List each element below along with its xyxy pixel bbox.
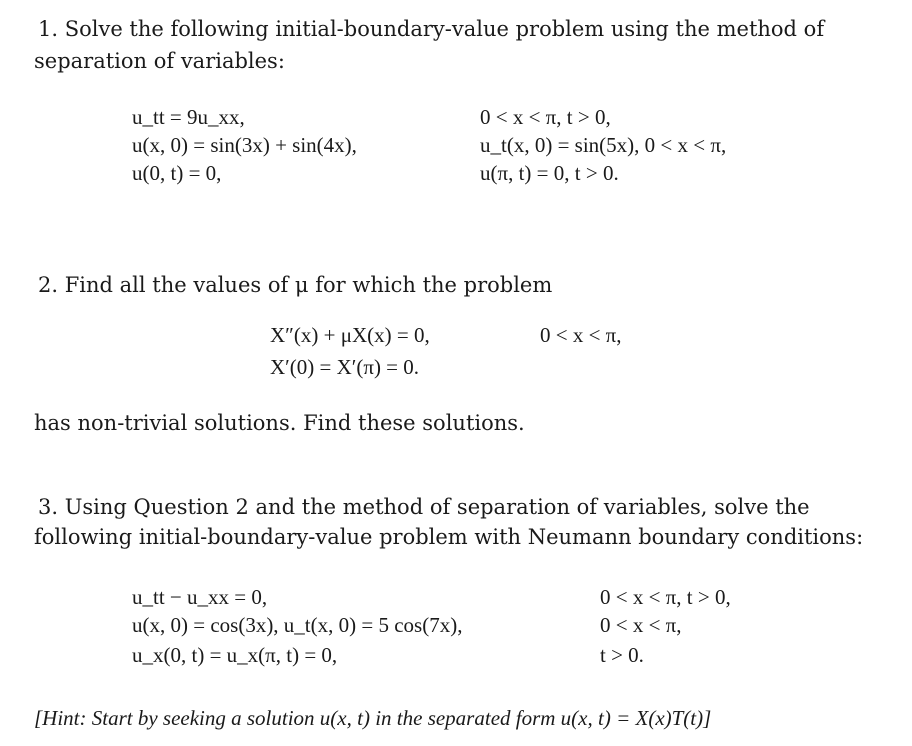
q1-line-2: separation of variables: xyxy=(34,49,285,73)
q1-equation-right-1: 0 < x < π, t > 0, xyxy=(480,105,611,129)
q1-equation-left-2: u(x, 0) = sin(3x) + sin(4x), xyxy=(132,133,357,157)
q2-equation-right-1: 0 < x < π, xyxy=(540,323,622,347)
q3-equation-left-3: u_x(0, t) = u_x(π, t) = 0, xyxy=(132,643,338,667)
q3-equation-right-3: t > 0. xyxy=(600,643,644,667)
q1-equation-right-3: u(π, t) = 0, t > 0. xyxy=(480,161,619,185)
q1-line-1: 1. Solve the following initial-boundary-value problem using the method of xyxy=(38,17,825,41)
q2-equation-left-2: X′(0) = X′(π) = 0. xyxy=(270,355,420,379)
q1-equation-left-1: u_tt = 9u_xx, xyxy=(132,105,245,129)
q3-equation-left-1: u_tt − u_xx = 0, xyxy=(132,585,268,609)
q3-line-1: 3. Using Question 2 and the method of separation of variables, solve the xyxy=(38,495,810,519)
q1-equation-right-2: u_t(x, 0) = sin(5x), 0 < x < π, xyxy=(480,133,727,157)
q2-line-1: 2. Find all the values of μ for which the problem xyxy=(38,273,553,297)
q2-line-2: has non-trivial solutions. Find these solutions. xyxy=(34,411,525,435)
q1-equation-left-3: u(0, t) = 0, xyxy=(132,161,222,185)
q3-line-2: following initial-boundary-value problem with Neumann boundary conditions: xyxy=(34,525,864,549)
q3-equation-right-2: 0 < x < π, xyxy=(600,613,682,637)
q3-hint: [Hint: Start by seeking a solution u(x, t) in the separated form u(x, t) = X(x)T(t)] xyxy=(34,706,712,730)
q3-equation-left-2: u(x, 0) = cos(3x), u_t(x, 0) = 5 cos(7x), xyxy=(132,613,463,637)
q3-equation-right-1: 0 < x < π, t > 0, xyxy=(600,585,731,609)
q2-equation-left-1: X″(x) + μX(x) = 0, xyxy=(270,323,430,347)
